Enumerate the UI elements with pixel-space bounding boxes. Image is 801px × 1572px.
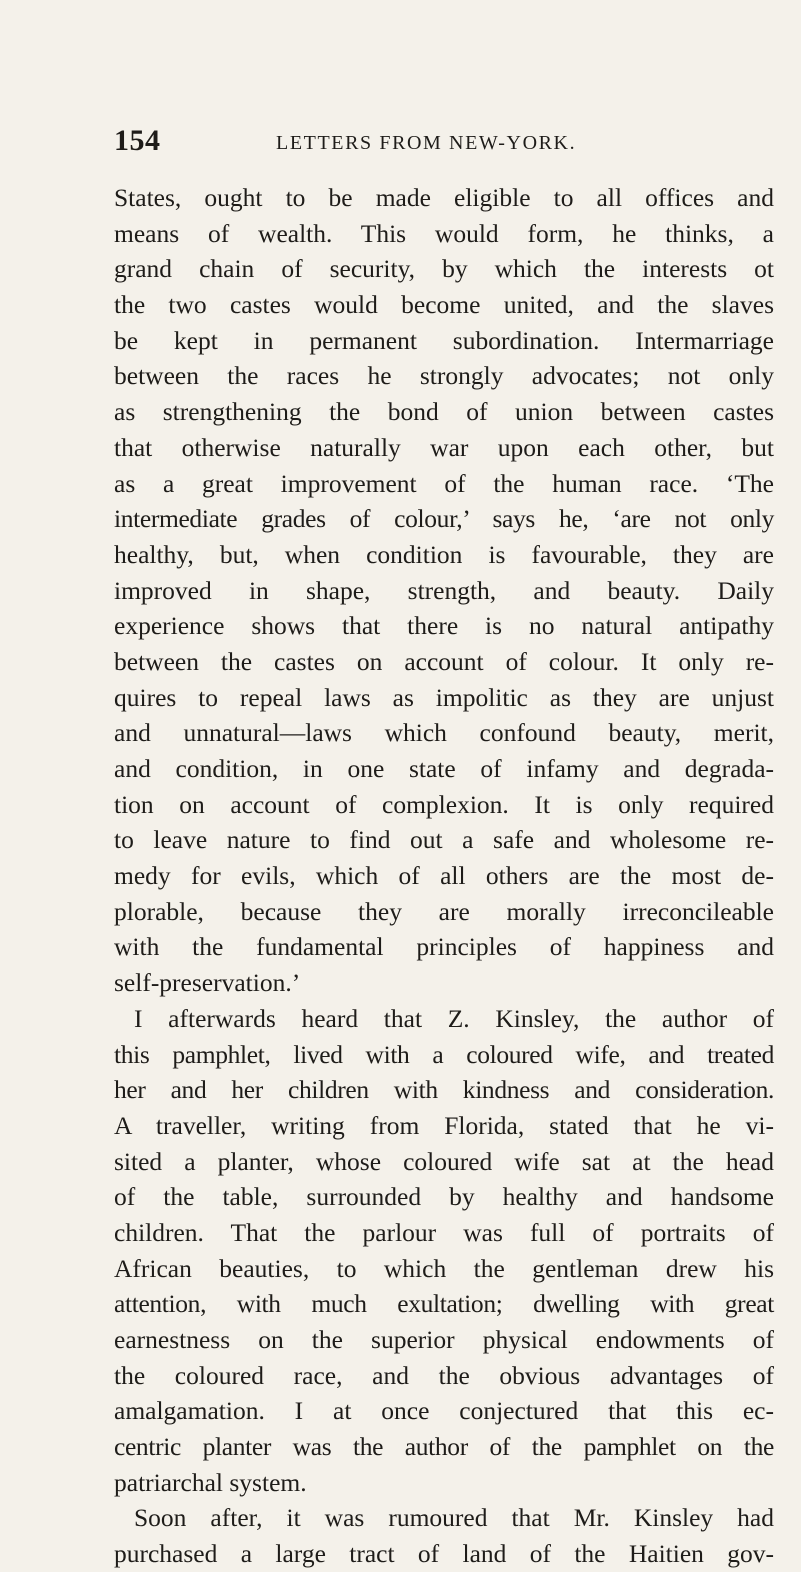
text-line: self-preservation.’	[114, 968, 301, 998]
text-line: between the races he strongly advocates; not only	[114, 361, 774, 391]
text-line: the coloured race, and the obvious advantages of	[114, 1360, 774, 1390]
text-line: attention, with much exultation; dwelling with great	[114, 1289, 774, 1319]
text-line: as a great improvement of the human race. ‘The	[114, 468, 774, 498]
text-line: patriarchal system.	[114, 1467, 307, 1497]
text-line: purchased a large tract of land of the Haitien gov-	[114, 1539, 774, 1569]
text-line: and condition, in one state of infamy and degrada-	[114, 754, 774, 783]
text-line: intermediate grades of colour,’ says he, ‘are not only	[114, 504, 774, 534]
text-line: sited a planter, whose coloured wife sat at the head	[114, 1146, 774, 1176]
text-line: experience shows that there is no natural antipathy	[114, 611, 774, 641]
page-number: 154	[114, 124, 161, 157]
text-line: centric planter was the author of the pamphlet on the	[114, 1432, 774, 1462]
text-line: this pamphlet, lived with a coloured wife, and treated	[114, 1039, 774, 1069]
text-line: to leave nature to find out a safe and wholesome re-	[114, 825, 774, 855]
body-text	[114, 180, 774, 1572]
text-line: A traveller, writing from Florida, stated that he vi-	[114, 1110, 774, 1140]
text-line: Soon after, it was rumoured that Mr. Kinsley had	[134, 1503, 774, 1533]
text-line: plorable, because they are morally irreconcileable	[114, 896, 774, 926]
running-head: LETTERS FROM NEW-YORK.	[276, 132, 577, 154]
text-line: grand chain of security, by which the interests ot	[114, 254, 774, 284]
text-line: children. That the parlour was full of portraits of	[114, 1217, 774, 1247]
text-line: her and her children with kindness and consideration.	[114, 1075, 774, 1105]
text-line: earnestness on the superior physical endowments of	[114, 1325, 774, 1354]
text-line: improved in shape, strength, and beauty. Daily	[114, 575, 774, 605]
text-line: I afterwards heard that Z. Kinsley, the author of	[134, 1003, 774, 1033]
text-line: of the table, surrounded by healthy and handsome	[114, 1182, 774, 1212]
text-line: tion on account of complexion. It is only required	[114, 789, 774, 819]
text-line: that otherwise naturally war upon each other, but	[114, 432, 774, 462]
text-line: medy for evils, which of all others are the most de-	[114, 861, 774, 891]
text-line: be kept in permanent subordination. Intermarriage	[114, 325, 774, 355]
text-line: with the fundamental principles of happiness and	[114, 932, 774, 962]
text-line: between the castes on account of colour. It only re-	[114, 646, 774, 676]
page-header	[114, 124, 774, 168]
text-line: means of wealth. This would form, he thinks, a	[114, 218, 774, 248]
text-line: quires to repeal laws as impolitic as they are unjust	[114, 682, 774, 712]
text-line: States, ought to be made eligible to all offices and	[114, 183, 774, 212]
text-line: healthy, but, when condition is favourable, they are	[114, 539, 774, 569]
text-line: the two castes would become united, and the slaves	[114, 290, 774, 320]
text-line: and unnatural—laws which confound beauty, merit,	[114, 718, 774, 748]
text-line: amalgamation. I at once conjectured that this ec-	[114, 1396, 774, 1426]
text-line: as strengthening the bond of union between castes	[114, 397, 774, 427]
text-line: African beauties, to which the gentleman drew his	[114, 1253, 774, 1283]
